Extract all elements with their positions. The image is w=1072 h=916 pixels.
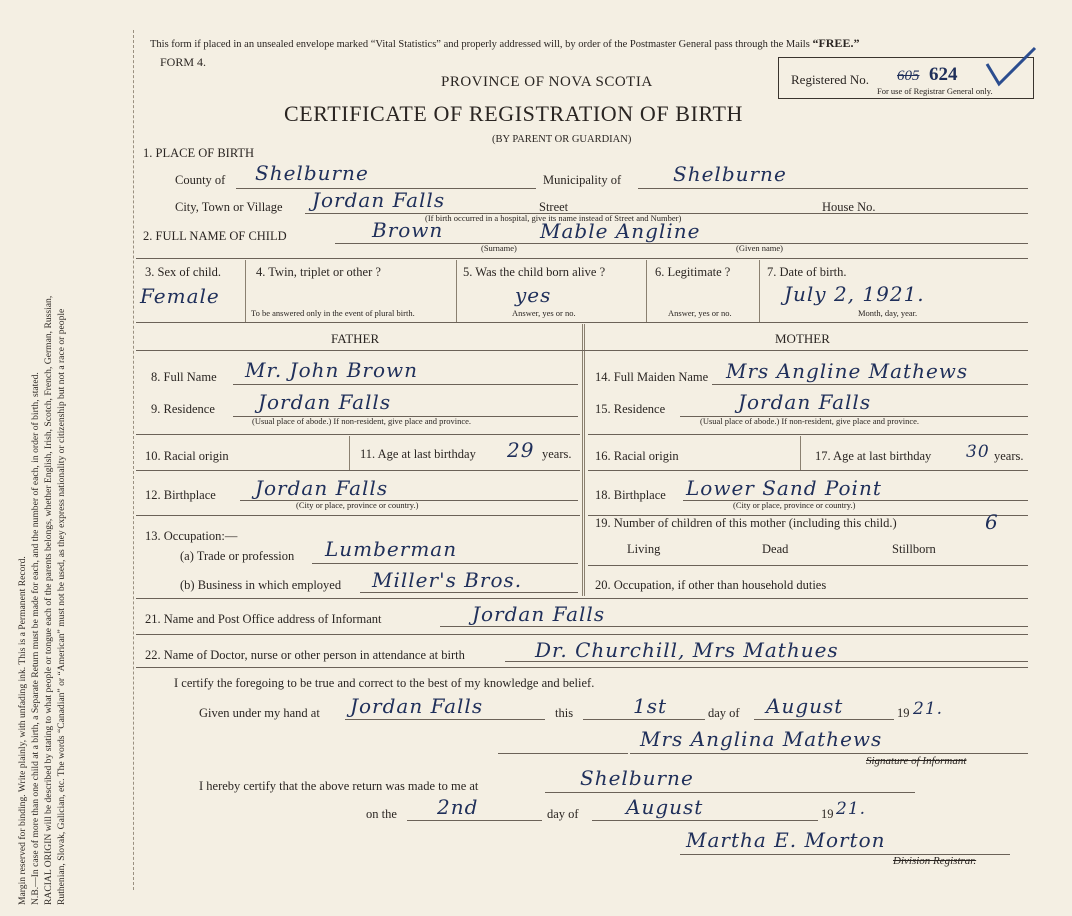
business-label: (b) Business in which employed (180, 578, 342, 592)
free-label: “FREE.” (812, 36, 860, 50)
father-name-value: Mr. John Brown (245, 358, 419, 382)
mother-residence-note: (Usual place of abode.) If non-resident, give place and province. (700, 416, 920, 426)
row-divider (136, 667, 1028, 668)
father-birthplace-value: Jordan Falls (255, 476, 389, 500)
trade-line (312, 563, 578, 564)
registrar-year-value: 21. (836, 799, 867, 819)
on-the-label: on the (366, 807, 397, 821)
check-mark-icon (983, 44, 1039, 92)
mother-name-label: 14. Full Maiden Name (595, 370, 709, 384)
dob-value: July 2, 1921. (784, 282, 925, 306)
father-heading: FATHER (331, 331, 380, 346)
informant-line (440, 626, 1028, 627)
col-divider (245, 260, 246, 322)
registrar-day-line (407, 820, 542, 821)
row-divider (136, 470, 580, 471)
page-subtitle: (BY PARENT OR GUARDIAN) (492, 134, 632, 145)
business-line (360, 592, 578, 593)
registered-number: 624 (929, 64, 958, 85)
margin-note-line: RACIAL ORIGIN will be described by stating to what people or tongue each of the parents belongs, whether English, Irish, Scotch, French, German, Russian, (43, 295, 54, 905)
father-age-label: 11. Age at last birthday (360, 447, 476, 461)
mother-years-label: years. (994, 449, 1024, 463)
form-number: FORM 4. (160, 55, 207, 69)
sex-label: 3. Sex of child. (145, 265, 222, 279)
registrar-day-of-label: day of (547, 807, 579, 821)
alive-value: yes (515, 283, 552, 307)
this-label: this (555, 706, 574, 720)
business-value: Miller's Bros. (372, 568, 523, 592)
registrar-signature: Martha E. Morton (686, 828, 886, 852)
trade-value: Lumberman (325, 537, 458, 561)
col-divider (349, 436, 350, 470)
row-divider (136, 434, 580, 435)
given-name-note: (Given name) (736, 243, 783, 253)
certify-text: I certify the foregoing to be true and correct to the best of my knowledge and belief. (174, 676, 595, 690)
registrar-certify-text: I hereby certify that the above return was made to me at (199, 779, 479, 793)
mother-heading: MOTHER (775, 331, 830, 346)
mother-name-line (712, 384, 1028, 385)
informant-signature-line (630, 753, 1028, 754)
mother-children-label: 19. Number of children of this mother (including this child.) (595, 516, 897, 530)
mother-occupation-label: 20. Occupation, if other than household duties (595, 578, 827, 592)
page-title: CERTIFICATE OF REGISTRATION OF BIRTH (284, 101, 743, 126)
given-under-label: Given under my hand at (199, 706, 320, 720)
doctor-value: Dr. Churchill, Mrs Mathues (535, 638, 839, 662)
col-divider (800, 436, 801, 470)
trade-label: (a) Trade or profession (180, 549, 295, 563)
given-month-value: August (766, 694, 844, 718)
mother-age-value: 30 (966, 442, 990, 462)
margin-note-line: Margin reserved for binding. Write plainly, with unfading ink. This is a Permanent Record. (17, 556, 28, 905)
legitimate-label: 6. Legitimate ? (655, 265, 731, 279)
row-divider (588, 470, 1028, 471)
sex-value: Female (140, 284, 220, 308)
father-years-label: years. (542, 447, 572, 461)
row-divider (136, 258, 1028, 259)
father-name-line (233, 384, 578, 385)
father-birthplace-label: 12. Birthplace (145, 488, 216, 502)
registrar-day-value: 2nd (437, 795, 479, 819)
col-divider (456, 260, 457, 322)
row-divider (136, 598, 1028, 599)
child-name-line (335, 243, 1028, 244)
given-year-value: 21. (913, 699, 944, 719)
twin-note: To be answered only in the event of plural birth. (251, 308, 415, 318)
col-divider (646, 260, 647, 322)
doctor-label: 22. Name of Doctor, nurse or other person in attendance at birth (145, 648, 465, 662)
postal-notice (150, 37, 859, 51)
hospital-note: (If birth occurred in a hospital, give its name instead of Street and Number) (425, 213, 682, 223)
child-given-name: Mable Angline (540, 219, 701, 243)
row-divider (136, 515, 580, 516)
mother-residence-label: 15. Residence (595, 402, 666, 416)
father-age-value: 29 (507, 438, 535, 462)
registrar-signature-caption: Division Registrar. (893, 855, 977, 867)
living-label: Living (627, 542, 661, 556)
margin-divider (133, 30, 134, 890)
registrar-year-prefix: 19 (821, 807, 834, 821)
city-value: Jordan Falls (312, 188, 446, 212)
alive-label: 5. Was the child born alive ? (463, 265, 606, 279)
surname-note: (Surname) (481, 243, 517, 253)
doctor-line (505, 661, 1028, 662)
legitimate-note: Answer, yes or no. (668, 308, 732, 318)
child-surname: Brown (372, 218, 444, 242)
mother-birthplace-note: (City or place, province or country.) (733, 500, 856, 510)
parents-column-divider (582, 324, 585, 596)
father-birthplace-note: (City or place, province or country.) (296, 500, 419, 510)
mother-residence-value: Jordan Falls (738, 390, 872, 414)
alive-note: Answer, yes or no. (512, 308, 576, 318)
child-name-label: 2. FULL NAME OF CHILD (143, 229, 287, 243)
informant-label: 21. Name and Post Office address of Informant (145, 612, 382, 626)
mother-name-value: Mrs Angline Mathews (726, 359, 969, 383)
house-number-label: House No. (822, 200, 876, 214)
dob-note: Month, day, year. (858, 308, 918, 318)
registered-label: Registered No. (791, 72, 869, 87)
mother-birthplace-value: Lower Sand Point (686, 476, 882, 500)
dead-label: Dead (762, 542, 789, 556)
father-occupation-label: 13. Occupation:— (145, 529, 238, 543)
municipality-label: Municipality of (543, 173, 622, 187)
margin-note-line: Ruthenian, Slovak, Galician, etc. The words “Canadian” or “American” must not be used, as they express nationality or citizenship but not a race or people (56, 308, 67, 905)
mother-racial-label: 16. Racial origin (595, 449, 679, 463)
twin-label: 4. Twin, triplet or other ? (256, 265, 381, 279)
given-place-value: Jordan Falls (350, 694, 484, 718)
mother-birthplace-label: 18. Birthplace (595, 488, 666, 502)
row-divider (588, 565, 1028, 566)
given-month-line (754, 719, 894, 720)
given-day-value: 1st (633, 694, 668, 718)
registrar-month-line (592, 820, 818, 821)
postal-notice-text: This form if placed in an unsealed envelope marked “Vital Statistics” and properly addressed will, by order of the Postmaster General pass through the Mails (150, 39, 810, 50)
registered-number-crossed: 605 (897, 68, 920, 84)
margin-note-line: N.B.—In case of more than one child at a birth, a Separate Return must be made for each, and the number of each, in order of birth, stated. (30, 372, 41, 905)
day-of-label: day of (708, 706, 740, 720)
city-label: City, Town or Village (175, 200, 283, 214)
registrar-month-value: August (626, 795, 704, 819)
mother-age-label: 17. Age at last birthday (815, 449, 932, 463)
municipality-value: Shelburne (673, 162, 787, 186)
dob-label: 7. Date of birth. (767, 265, 847, 279)
margin-notes (16, 25, 68, 905)
province-heading: PROVINCE OF NOVA SCOTIA (441, 74, 653, 90)
informant-signature-caption: Signature of Informant (866, 755, 967, 767)
father-name-label: 8. Full Name (151, 370, 217, 384)
father-residence-value: Jordan Falls (258, 390, 392, 414)
registrar-place-line (545, 792, 915, 793)
registrar-place-value: Shelburne (580, 766, 694, 790)
mother-children-value: 6 (985, 510, 999, 534)
row-divider (136, 634, 1028, 635)
registration-box (778, 57, 1034, 99)
row-divider (136, 322, 1028, 323)
place-of-birth-label: 1. PLACE OF BIRTH (143, 146, 255, 160)
given-place-line (345, 719, 545, 720)
county-value: Shelburne (255, 161, 369, 185)
given-year-prefix: 19 (897, 706, 910, 720)
given-day-line (583, 719, 705, 720)
municipality-line (638, 188, 1028, 189)
col-divider (759, 260, 760, 322)
informant-signature: Mrs Anglina Mathews (640, 727, 883, 751)
stillborn-label: Stillborn (892, 542, 936, 556)
county-label: County of (175, 173, 226, 187)
signature-blank-line (498, 753, 628, 754)
father-racial-label: 10. Racial origin (145, 449, 229, 463)
row-divider (136, 350, 1028, 351)
street-label: Street (539, 200, 569, 214)
informant-value: Jordan Falls (472, 602, 606, 626)
father-residence-label: 9. Residence (151, 402, 215, 416)
registrar-note: For use of Registrar General only. (877, 86, 993, 96)
row-divider (588, 434, 1028, 435)
father-residence-note: (Usual place of abode.) If non-resident, give place and province. (252, 416, 472, 426)
